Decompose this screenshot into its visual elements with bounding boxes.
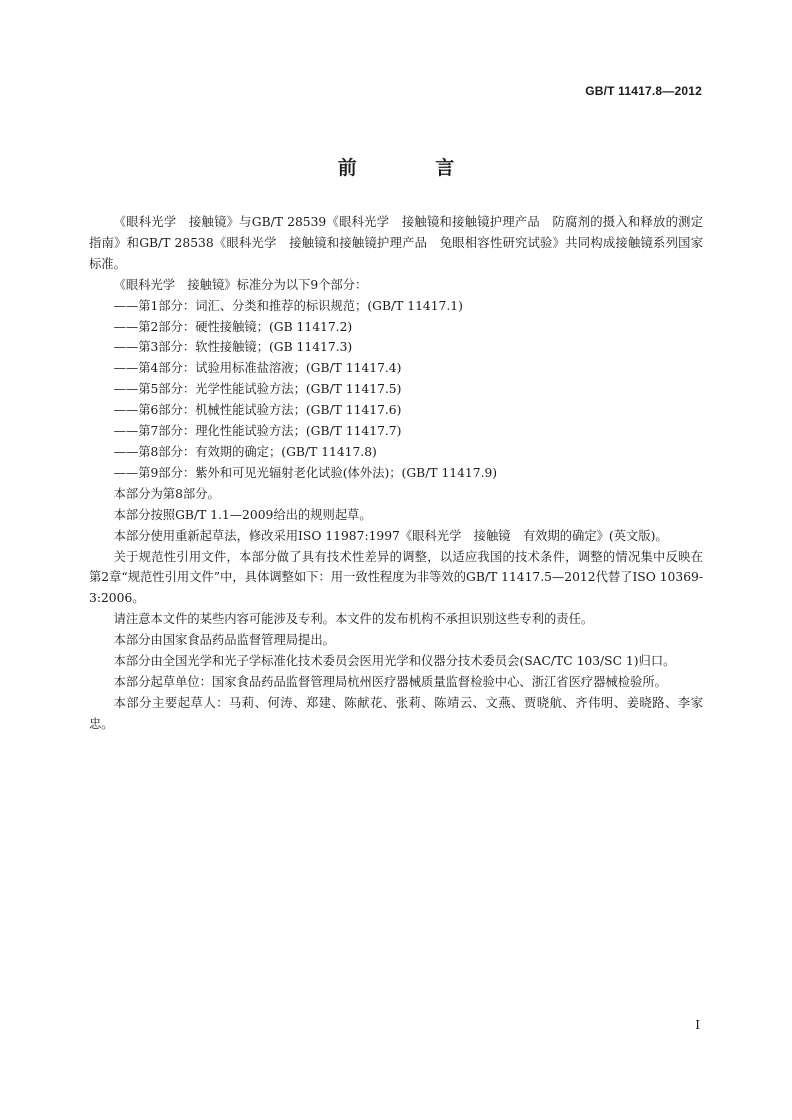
page-title: 前 言 — [337, 157, 491, 179]
list-item-part-2: ——第2部分：硬性接触镜；(GB 11417.2) — [113, 319, 353, 334]
paragraph-centralized-by: 本部分由全国光学和光子学标准化技术委员会医用光学和仪器分技术委员会(SAC/TC 103/SC 1)归口。 — [113, 654, 676, 669]
standard-code: GB/T 11417.8—2012 — [585, 84, 702, 98]
paragraph-proposed-by: 本部分由国家食品药品监督管理局提出。 — [113, 633, 335, 648]
paragraph-series-intro: 《眼科光学 接触镜》与GB/T 28539《眼科光学 接触镜和接触镜护理产品 防腐剂的摄入和释放的测定指南》和GB/T 28538《眼科光学 接触镜和接触镜护理产品 兔眼相容性研究试验》共同构成接触镜系列国家标准。 — [89, 215, 703, 271]
list-item-part-7: ——第7部分：理化性能试验方法；(GB/T 11417.7) — [113, 424, 402, 439]
list-item-part-6: ——第6部分：机械性能试验方法；(GB/T 11417.6) — [113, 403, 402, 418]
foreword-body — [89, 212, 703, 735]
list-item-part-5: ——第5部分：光学性能试验方法；(GB/T 11417.5) — [113, 382, 402, 397]
paragraph-adoption: 本部分使用重新起草法，修改采用ISO 11987:1997《眼科光学 接触镜 有效期的确定》(英文版)。 — [113, 528, 668, 543]
list-item-part-9: ——第9部分：紫外和可见光辐射老化试验(体外法)；(GB/T 11417.9) — [113, 465, 498, 480]
list-item-part-1: ——第1部分：词汇、分类和推荐的标识规范；(GB/T 11417.1) — [113, 298, 463, 313]
list-item-part-8: ——第8部分：有效期的确定；(GB/T 11417.8) — [113, 444, 377, 459]
paragraph-drafting-units: 本部分起草单位：国家食品药品监督管理局杭州医疗器械质量监督检验中心、浙江省医疗器械检验所。 — [113, 674, 667, 689]
paragraph-drafting-rules: 本部分按照GB/T 1.1—2009给出的规则起草。 — [113, 507, 372, 522]
paragraph-normative-references: 关于规范性引用文件，本部分做了具有技术性差异的调整，以适应我国的技术条件，调整的情况集中反映在第2章“规范性引用文件”中，具体调整如下：用一致性程度为非等效的GB/T 11417.5—2012代替了ISO 10369-3:2006。 — [89, 549, 703, 606]
paragraph-this-part: 本部分为第8部分。 — [113, 486, 220, 501]
list-item-part-3: ——第3部分：软性接触镜；(GB 11417.3) — [113, 340, 353, 355]
paragraph-drafters: 本部分主要起草人：马莉、何涛、郑建、陈献花、张莉、陈靖云、文燕、贾晓航、齐伟明、姜晓路、李家忠。 — [89, 695, 703, 731]
paragraph-patent-notice: 请注意本文件的某些内容可能涉及专利。本文件的发布机构不承担识别这些专利的责任。 — [113, 612, 594, 627]
paragraph-parts-intro: 《眼科光学 接触镜》标准分为以下9个部分： — [113, 277, 368, 292]
page-number: I — [695, 1018, 700, 1032]
list-item-part-4: ——第4部分：试验用标准盐溶液；(GB/T 11417.4) — [113, 361, 402, 376]
